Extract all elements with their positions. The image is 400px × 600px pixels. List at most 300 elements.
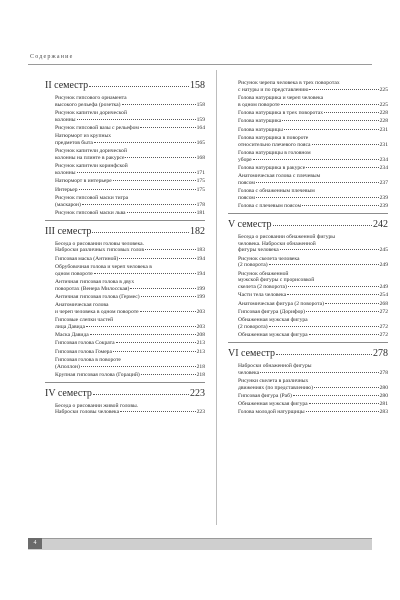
dot-leader	[113, 180, 196, 181]
entry-title-text: Рисунок обнаженной	[238, 270, 289, 277]
footer-band	[28, 538, 372, 550]
column-divider	[216, 70, 217, 525]
toc-entry-line	[55, 110, 205, 117]
toc-entry[interactable]	[55, 187, 205, 194]
toc-entry[interactable]	[238, 150, 388, 163]
dot-leader	[122, 104, 196, 105]
dot-leader	[256, 182, 379, 183]
toc-column-left	[45, 80, 205, 418]
entry-title-text: одном повороте	[55, 270, 93, 277]
entry-title-text: Гипсовая голова в повороте	[55, 357, 121, 364]
entry-page-number: 228	[379, 110, 388, 116]
dot-leader	[77, 172, 196, 173]
entry-page-number: 213	[196, 348, 205, 355]
section-divider	[228, 342, 388, 343]
toc-entry-line	[55, 349, 205, 356]
toc-entry[interactable]	[55, 279, 205, 292]
entry-title-text: фигуры человека	[238, 247, 279, 254]
page-number: 4	[28, 538, 42, 549]
entry-page-number: 175	[196, 186, 205, 193]
dot-leader	[94, 273, 196, 274]
entry-title-text: Наброски обнаженной фигуры	[238, 362, 312, 369]
toc-entry[interactable]	[55, 178, 205, 185]
toc-entry[interactable]	[55, 332, 205, 339]
entry-title-text: Рисунок капители дорической	[55, 148, 127, 155]
entry-title-text: (2 поворота)	[238, 262, 268, 269]
entry-page-number: 239	[379, 203, 388, 210]
entry-title-text: Гипсовые слепки частей	[55, 317, 114, 324]
section-page-number: 223	[190, 387, 205, 399]
toc-entry[interactable]	[238, 292, 388, 299]
section-page-number: 278	[373, 347, 388, 359]
dot-leader	[284, 129, 379, 130]
entry-page-number: 231	[379, 141, 388, 148]
section-heading[interactable]	[45, 388, 205, 400]
toc-entry-line	[238, 324, 388, 331]
dot-leader	[141, 374, 196, 375]
toc-section	[228, 80, 388, 210]
toc-section	[45, 80, 205, 217]
toc-entry-line	[55, 187, 205, 194]
toc-entry-line	[238, 173, 388, 180]
toc-entry-line	[238, 87, 388, 94]
entry-title-text: Рисунок гипсовой вазы с рельефом	[55, 125, 139, 131]
entry-title-text: скелета (2 поворота)	[238, 284, 287, 290]
toc-entry-line	[55, 178, 205, 185]
toc-entry[interactable]	[238, 118, 388, 125]
entry-page-number: 249	[379, 284, 388, 290]
entry-title-text: Обрубовочная голова и череп человека в	[55, 263, 152, 270]
section-divider	[228, 213, 388, 214]
toc-entry[interactable]	[55, 294, 205, 301]
dot-leader	[256, 197, 379, 198]
toc-entry-line	[238, 150, 388, 157]
entry-title-text: человека	[238, 369, 260, 376]
toc-entry-line	[55, 264, 205, 271]
toc-entry[interactable]	[238, 173, 388, 186]
entry-title-text: Голова натурщика в трех поворотах	[238, 110, 324, 116]
running-header-label: Содержание	[30, 54, 74, 60]
entry-title-text: Анатомическая голова с плечевым	[238, 173, 321, 180]
entry-title-text: Рисунок гипсовой маски льва	[55, 209, 126, 216]
toc-entry[interactable]	[238, 271, 388, 291]
dot-leader	[309, 403, 379, 404]
entry-title-text: Обнаженная мужская фигура	[238, 332, 308, 339]
toc-entry[interactable]	[238, 127, 388, 134]
dot-leader	[288, 286, 379, 287]
entry-title-text: поясом	[238, 194, 255, 201]
toc-entry-line	[55, 210, 205, 217]
toc-entry-line	[238, 401, 388, 408]
dot-leader	[130, 288, 195, 289]
dot-leader	[306, 311, 379, 312]
entry-page-number: 218	[196, 363, 205, 370]
entry-title-text: предметов быта	[55, 140, 93, 146]
entry-page-number: 203	[196, 308, 205, 315]
toc-entry-line	[238, 127, 388, 134]
toc-section	[228, 213, 388, 339]
toc-entry[interactable]	[55, 264, 205, 277]
toc-entry-line	[238, 309, 388, 316]
entry-page-number: 225	[379, 101, 388, 108]
entry-title-text: Наброски различных гипсовых голов	[55, 247, 144, 254]
entry-page-number: 231	[379, 126, 388, 133]
section-title: VI семестр	[228, 347, 275, 359]
toc-entry-line	[238, 262, 388, 269]
toc-entry-list	[45, 95, 205, 217]
toc-entry-line	[238, 110, 388, 117]
entry-title-text: Обнаженная мужская фигура	[238, 317, 308, 324]
entry-title-text: Рисунок гипсового орнамента	[55, 95, 127, 101]
entry-title-text: колонны	[55, 170, 76, 176]
toc-entry-line	[55, 364, 205, 371]
toc-entry[interactable]	[238, 401, 388, 408]
entry-title-text: (маскарон)	[55, 201, 81, 208]
toc-entry[interactable]	[238, 393, 388, 400]
toc-entry[interactable]	[55, 95, 205, 108]
entry-page-number: 223	[196, 409, 205, 416]
entry-title-text: Голова натурщика в ракурсе	[238, 164, 306, 171]
dot-leader	[281, 104, 379, 105]
entry-title-text: Гипсовая маска (Антиной)	[55, 255, 119, 262]
toc-entry-line	[238, 393, 388, 400]
section-heading[interactable]	[228, 348, 388, 360]
toc-entry-line	[55, 140, 205, 147]
toc-entry-line	[238, 370, 388, 377]
entry-title-text: Натюрморт из крупных	[55, 133, 111, 140]
toc-entry-list	[228, 80, 388, 210]
toc-entry-line	[55, 256, 205, 263]
toc-entry-line	[238, 277, 388, 284]
entry-page-number: 183	[196, 247, 205, 254]
toc-entry[interactable]	[55, 195, 205, 208]
entry-title-text: Античная гипсовая голова (Гермес)	[55, 293, 140, 300]
section-title: IV семестр	[45, 387, 92, 399]
entry-page-number: 181	[196, 209, 205, 216]
dot-leader	[273, 225, 373, 226]
entry-title-text: Натюрморт в интерьере	[55, 178, 112, 185]
entry-page-number: 272	[379, 332, 388, 339]
dot-leader	[293, 395, 379, 396]
entry-page-number: 249	[379, 262, 388, 269]
toc-entry-line	[55, 133, 205, 140]
entry-title-text: лица Давида	[55, 323, 85, 330]
entry-title-text: относительно плечевого пояса	[238, 141, 311, 148]
entry-page-number: 158	[196, 101, 205, 108]
toc-entry-line	[238, 332, 388, 339]
toc-entry[interactable]	[55, 241, 205, 254]
toc-entry[interactable]	[55, 357, 205, 370]
toc-entry[interactable]	[238, 95, 388, 108]
section-heading[interactable]	[45, 80, 205, 92]
entry-page-number: 234	[379, 156, 388, 163]
section-divider	[45, 382, 205, 383]
section-heading[interactable]	[228, 219, 388, 231]
entry-page-number: 225	[379, 86, 388, 93]
entry-title-text: Рисунок скелета человека	[238, 255, 300, 262]
toc-entry-line	[238, 363, 388, 370]
toc-entry[interactable]	[238, 256, 388, 269]
toc-entry-line	[238, 102, 388, 109]
entry-page-number: 280	[379, 384, 388, 391]
dot-leader	[141, 296, 196, 297]
entry-title-text: поясом	[238, 179, 255, 186]
dot-leader	[306, 411, 379, 412]
toc-entry-line	[238, 378, 388, 385]
dot-leader	[287, 294, 378, 295]
dot-leader	[314, 387, 379, 388]
page-header	[0, 0, 400, 66]
section-heading[interactable]	[45, 226, 205, 238]
toc-entry[interactable]	[238, 409, 388, 416]
toc-entry[interactable]	[238, 363, 388, 376]
entry-page-number: 165	[196, 140, 205, 146]
entry-title-text: Анатомическая фигура (2 поворота)	[238, 300, 324, 307]
entry-title-text: человека. Наброски обнаженной	[238, 240, 316, 247]
entry-title-text: в одном повороте	[238, 101, 280, 108]
dot-leader	[82, 204, 196, 205]
entry-title-text: Рисунки скелета в различных	[238, 377, 309, 384]
toc-entry[interactable]	[238, 188, 388, 201]
toc-entry[interactable]	[55, 349, 205, 356]
entry-page-number: 171	[196, 170, 205, 176]
entry-title-text: Голова натурщика и череп человека	[238, 95, 324, 101]
toc-entry-line	[238, 409, 388, 416]
entry-title-text: Голова молодой натурщицы	[238, 409, 305, 416]
dot-leader	[309, 89, 378, 90]
entry-page-number: 213	[196, 340, 205, 347]
entry-title-text: Рисунок черепа человека в трех поворотах	[238, 80, 340, 86]
dot-leader	[94, 142, 196, 143]
toc-entry-line	[55, 332, 205, 339]
entry-page-number: 228	[379, 118, 388, 125]
toc-entry-list	[228, 234, 388, 339]
toc-entry-line	[55, 286, 205, 293]
entry-title-text: высокого рельефа (розетка)	[55, 101, 121, 108]
toc-entry-line	[238, 284, 388, 291]
toc-entry-list	[45, 403, 205, 416]
entry-page-number: 164	[196, 125, 205, 131]
toc-entry[interactable]	[238, 317, 388, 330]
toc-entry-line	[55, 372, 205, 379]
toc-entry-line	[238, 203, 388, 210]
entry-title-text: Беседа о рисовании головы человека.	[55, 240, 144, 247]
toc-entry-line	[55, 117, 205, 124]
dot-leader	[253, 159, 379, 160]
entry-page-number: 199	[196, 285, 205, 292]
toc-entry[interactable]	[55, 403, 205, 416]
entry-title-text: Гипсовая фигура (Раб)	[238, 392, 292, 399]
toc-entry-list	[228, 363, 388, 416]
toc-entry[interactable]	[238, 309, 388, 316]
toc-entry[interactable]	[238, 80, 388, 93]
page-footer	[28, 538, 372, 552]
dot-leader	[120, 411, 196, 412]
toc-entry[interactable]	[55, 125, 205, 132]
toc-entry[interactable]	[55, 302, 205, 315]
toc-entry[interactable]	[238, 301, 388, 308]
entry-title-text: Голова натурщика в повороте	[238, 134, 309, 141]
entry-title-text: Голова с плечевым поясом	[238, 203, 302, 210]
toc-entry-line	[55, 163, 205, 170]
dot-leader	[127, 212, 196, 213]
toc-entry-line	[55, 409, 205, 416]
toc-entry[interactable]	[55, 372, 205, 379]
toc-entry[interactable]	[55, 340, 205, 347]
toc-entry[interactable]	[55, 133, 205, 146]
entry-page-number: 268	[379, 300, 388, 307]
toc-entry-line	[55, 170, 205, 177]
toc-entry[interactable]	[238, 203, 388, 210]
dot-leader	[119, 258, 195, 259]
toc-entry-line	[55, 302, 205, 309]
dot-leader	[302, 205, 378, 206]
entry-page-number: 178	[196, 201, 205, 208]
toc-entry-line	[238, 292, 388, 299]
toc-entry-line	[55, 125, 205, 132]
section-title: V семестр	[228, 218, 272, 230]
toc-entry[interactable]	[238, 165, 388, 172]
toc-entry-line	[55, 102, 205, 109]
toc-entry-line	[55, 340, 205, 347]
entry-page-number: 272	[379, 308, 388, 315]
entry-title-text: Рисунок капители дорической	[55, 110, 127, 116]
toc-entry-line	[55, 309, 205, 316]
section-page-number: 158	[190, 80, 205, 91]
entry-title-text: и череп человека в одном повороте	[55, 308, 139, 315]
toc-section	[45, 382, 205, 416]
toc-entry[interactable]	[238, 332, 388, 339]
entry-title-text: поворотах (Венера Милосская)	[55, 285, 130, 292]
entry-title-text: Маска Давида	[55, 332, 89, 339]
dot-leader	[276, 354, 372, 355]
entry-title-text: Обнаженная мужская фигура	[238, 401, 308, 408]
dot-leader	[312, 144, 379, 145]
entry-page-number: 208	[196, 332, 205, 339]
toc-entry-line	[238, 135, 388, 142]
toc-entry-line	[238, 188, 388, 195]
entry-title-text: (2 поворота)	[238, 323, 268, 330]
entry-page-number: 278	[379, 369, 388, 376]
entry-title-text: Голова натурщицы в головном	[238, 149, 311, 156]
entry-title-text: колонны на плинте в ракурсе	[55, 155, 125, 161]
toc-entry-line	[55, 324, 205, 331]
entry-page-number: 234	[379, 164, 388, 171]
dot-leader	[86, 326, 196, 327]
toc-entry[interactable]	[55, 317, 205, 330]
dot-leader	[125, 157, 195, 158]
entry-title-text: движениях (по представлению)	[238, 384, 313, 391]
toc-entry-line	[238, 195, 388, 202]
dot-leader	[140, 127, 196, 128]
dot-leader	[90, 334, 196, 335]
entry-page-number: 283	[379, 409, 388, 416]
entry-page-number: 245	[379, 247, 388, 254]
toc-section	[228, 342, 388, 416]
toc-entry[interactable]	[55, 163, 205, 176]
entry-title-text: Рисунок капители коринфской	[55, 163, 128, 170]
dot-leader	[145, 249, 196, 250]
toc-entry[interactable]	[238, 135, 388, 148]
dot-leader	[306, 167, 378, 168]
toc-entry-line	[238, 142, 388, 149]
dot-leader	[79, 189, 196, 190]
entry-title-text: Гипсовая голова Гомера	[55, 348, 112, 355]
entry-title-text: Рисунок гипсовой маски тигра	[55, 194, 129, 201]
entry-title-text: Наброски головы человека	[55, 409, 120, 416]
entry-title-text: (Аполлон)	[55, 363, 80, 370]
toc-entry-line	[238, 157, 388, 164]
entry-title-text: Голова с обнаженным плечевым	[238, 188, 315, 195]
dot-leader	[269, 264, 379, 265]
entry-page-number: 281	[379, 401, 388, 408]
entry-page-number: 203	[196, 323, 205, 330]
toc-entry-line	[238, 165, 388, 172]
entry-page-number: 237	[379, 179, 388, 186]
entry-title-text: Беседа о рисовании обнаженной фигуры	[238, 233, 336, 240]
entry-title-text: Беседа о рисовании живой головы.	[55, 402, 139, 409]
toc-entry[interactable]	[238, 234, 388, 254]
dot-leader	[280, 249, 379, 250]
entry-page-number: 272	[379, 323, 388, 330]
toc-entry-line	[238, 301, 388, 308]
toc-entry[interactable]	[55, 110, 205, 123]
entry-page-number: 168	[196, 155, 205, 161]
toc-entry-line	[55, 271, 205, 278]
toc-entry[interactable]	[55, 210, 205, 217]
section-page-number: 242	[373, 218, 388, 230]
toc-entry[interactable]	[55, 256, 205, 263]
toc-entry[interactable]	[238, 378, 388, 391]
dot-leader	[89, 86, 189, 87]
toc-entry-line	[55, 279, 205, 286]
entry-page-number: 175	[196, 178, 205, 185]
section-divider	[45, 220, 205, 221]
toc-entry-list	[45, 241, 205, 379]
section-page-number: 182	[190, 225, 205, 237]
toc-entry-line	[238, 234, 388, 241]
dot-leader	[81, 366, 196, 367]
entry-title-text: Анатомическая голова	[55, 302, 109, 309]
entry-title-text: Голова натурщицы	[238, 126, 283, 133]
dot-leader	[282, 120, 378, 121]
entry-title-text: Крупная гипсовая голова (Гораций)	[55, 372, 140, 379]
toc-entry-line	[238, 118, 388, 125]
toc-entry[interactable]	[238, 110, 388, 117]
entry-page-number: 194	[196, 270, 205, 277]
toc-entry-line	[238, 385, 388, 392]
toc-entry-line	[238, 317, 388, 324]
toc-entry-line	[55, 357, 205, 364]
entry-title-text: уборе	[238, 156, 252, 163]
toc-entry-line	[55, 294, 205, 301]
dot-leader	[116, 342, 196, 343]
entry-page-number: 218	[196, 372, 205, 379]
toc-entry-line	[55, 195, 205, 202]
entry-title-text: Гипсовая голова Сократа	[55, 340, 115, 347]
entry-title-text: с натуры и по представлению	[238, 86, 309, 93]
entry-title-text: колонны	[55, 116, 76, 123]
entry-page-number: 199	[196, 293, 205, 300]
toc-entry-line	[238, 80, 388, 87]
entry-title-text: Гипсовая фигура (Дорифор)	[238, 308, 306, 315]
dot-leader	[93, 394, 189, 395]
toc-entry[interactable]	[55, 148, 205, 161]
dot-leader	[77, 119, 196, 120]
header-rule	[28, 64, 372, 65]
entry-page-number: 194	[196, 255, 205, 262]
entry-page-number: 159	[196, 116, 205, 123]
